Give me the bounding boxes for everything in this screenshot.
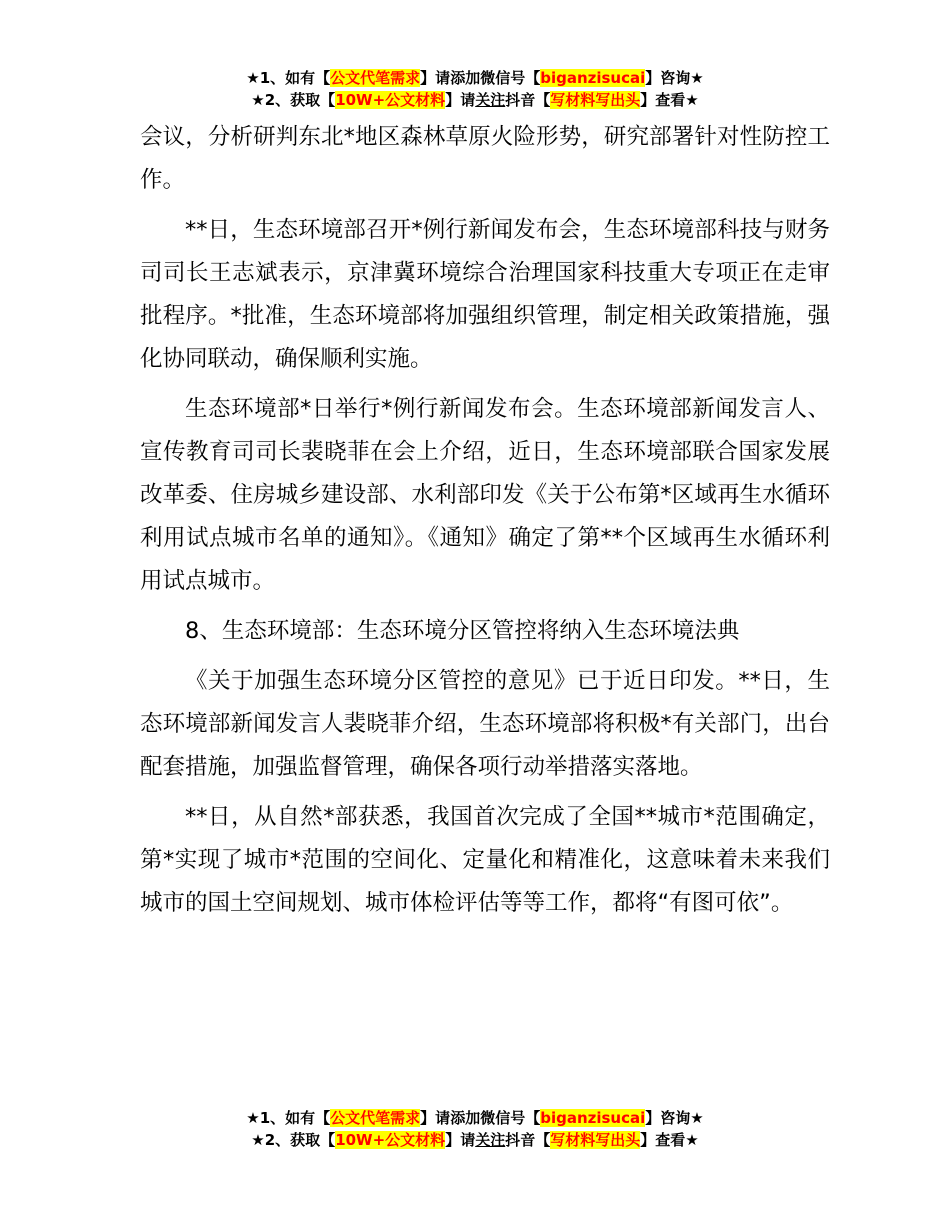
banner-highlight: 写材料写出头 — [550, 1131, 641, 1149]
banner-text: 】请 — [445, 1131, 476, 1149]
banner-text: 抖音【 — [505, 91, 551, 109]
banner-emphasis: 关注 — [475, 91, 506, 109]
banner-text: 】查看★ — [640, 1131, 699, 1149]
banner-highlight: 公文代笔需求 — [330, 69, 421, 87]
banner-text: ★2、获取【 — [251, 1131, 336, 1149]
banner-highlight: 10W+公文材料 — [335, 1131, 446, 1149]
banner-text: 】咨询★ — [645, 1109, 704, 1127]
banner-line-2 — [0, 89, 950, 111]
banner-highlight: 写材料写出头 — [550, 91, 641, 109]
paragraph: **日，从自然*部获悉，我国首次完成了全国**城市*范围确定，第*实现了城市*范围的空间化、定量化和精准化，这意味着未来我们城市的国土空间规划、城市体检评估等等工作，都将“有图可依”。 — [140, 804, 830, 916]
banner-emphasis: 关注 — [475, 1131, 506, 1149]
banner-line-2 — [0, 1129, 950, 1151]
banner-highlight: biganzisucai — [540, 69, 646, 87]
banner-text: ★1、如有【 — [246, 1109, 331, 1127]
section-heading: 8、生态环境部：生态环境分区管控将纳入生态环境法典 — [185, 618, 740, 644]
paragraph: **日，生态环境部召开*例行新闻发布会，生态环境部科技与财务司司长王志斌表示，京津冀环境综合治理国家科技重大专项正在走审批程序。*批准，生态环境部将加强组织管理，制定相关政策措施，强化协同联动，确保顺利实施。 — [140, 217, 830, 372]
banner-text: 微信号【 — [480, 69, 541, 87]
banner-text: 】请 — [420, 1109, 451, 1127]
banner-text: 】请 — [420, 69, 451, 87]
header-banner — [0, 67, 950, 111]
banner-text: ★2、获取【 — [251, 91, 336, 109]
banner-line-1 — [0, 67, 950, 89]
banner-text: 抖音【 — [505, 1131, 551, 1149]
banner-text: 】请 — [445, 91, 476, 109]
paragraph: 《关于加强生态环境分区管控的意见》已于近日印发。**日，生态环境部新闻发言人裴晓菲介绍，生态环境部将积极*有关部门，出台配套措施，加强监督管理，确保各项行动举措落实落地。 — [140, 668, 830, 780]
footer-banner — [0, 1107, 950, 1151]
banner-text: 】咨询★ — [645, 69, 704, 87]
banner-text: ★1、如有【 — [246, 69, 331, 87]
banner-emphasis: 添加 — [450, 1109, 481, 1127]
banner-text: 微信号【 — [480, 1109, 541, 1127]
banner-text: 】查看★ — [640, 91, 699, 109]
banner-highlight: 10W+公文材料 — [335, 91, 446, 109]
banner-highlight: biganzisucai — [540, 1109, 646, 1127]
banner-line-1 — [0, 1107, 950, 1129]
paragraph: 生态环境部*日举行*例行新闻发布会。生态环境部新闻发言人、宣传教育司司长裴晓菲在会上介绍，近日，生态环境部联合国家发展改革委、住房城乡建设部、水利部印发《关于公布第*区域再生水循环利用试点城市名单的通知》。《通知》确定了第**个区域再生水循环利用试点城市。 — [140, 396, 830, 594]
banner-emphasis: 添加 — [450, 69, 481, 87]
paragraph: 会议，分析研判东北*地区森林草原火险形势，研究部署针对性防控工作。 — [140, 124, 830, 193]
document-body — [140, 116, 830, 932]
banner-highlight: 公文代笔需求 — [330, 1109, 421, 1127]
